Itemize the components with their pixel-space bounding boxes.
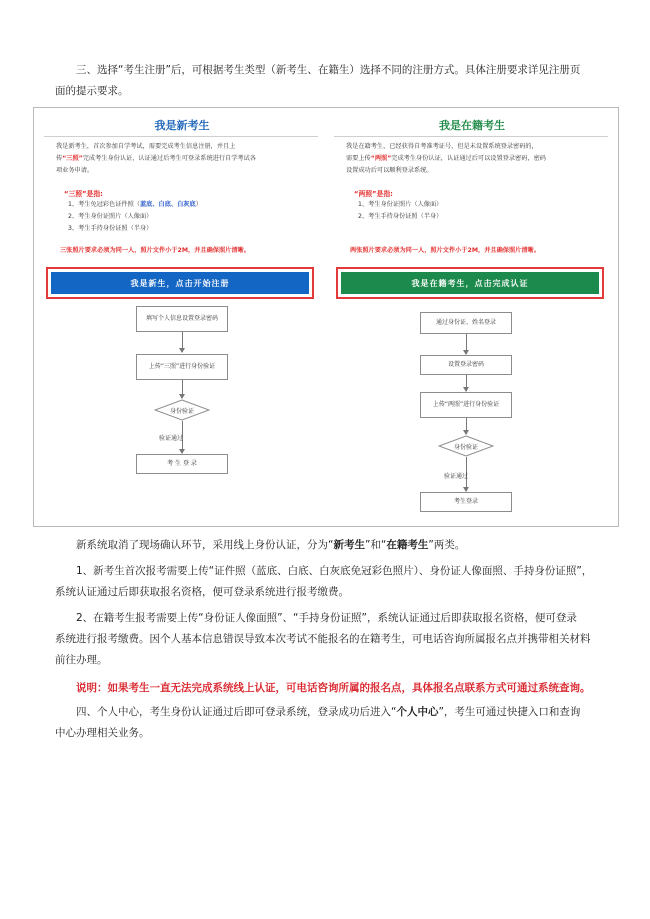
arrow-down-icon	[179, 348, 185, 353]
list-item: 3、考生手持身份证照（半身）	[68, 225, 153, 232]
new-candidate-intro: 我是新考生，首次参加自学考试，需要完成考生信息注册，并且上 传“三照”完成考生身份认证，认证通过后考生可登录系统进行自学考试各 项业务申请。	[56, 143, 256, 174]
flow-decision-verify: 身份验证	[154, 399, 210, 421]
list-item: 1、考生身份证照片（人像面）	[358, 201, 443, 208]
enrolled-candidate-intro: 我是在籍考生，已经获得自考准考证号，但是未设置系统登录密码的， 需要上传“两照”完成考生身份认证，认证通过后可以设置登录密码，密码 设置成功后可以顺利登录系统。	[346, 143, 546, 174]
flow-step-login: 考生登录	[420, 492, 512, 512]
enrolled-candidate-title: 我是在籍考生	[439, 119, 505, 132]
divider	[334, 136, 608, 137]
two-photos-title: “两照”是指:	[354, 190, 393, 198]
three-photos-list	[68, 199, 202, 235]
flow-step-upload-photos: 上传“两照”进行身份验证	[420, 392, 512, 418]
flow-step-login: 考 生 登 录	[136, 454, 228, 474]
flow-pass-label: 验证通过	[444, 473, 469, 480]
note-red: 说明：如果考生一直无法完成系统线上认证，可电话咨询所属的报名点，具体报名点联系方式可通过系统查询。	[76, 682, 591, 694]
list-item: 2、考生身份证照片（人像面）	[68, 213, 153, 220]
enrolled-candidate-panel	[332, 108, 612, 526]
flow-step-id-login: 通过身份证、姓名登录	[420, 312, 512, 334]
enrolled-student-verify-button[interactable]: 我是在籍考生，点击完成认证	[336, 267, 604, 299]
photo-warning: 两张照片要求必须为同一人，照片文件小于2M，并且确保照片清晰。	[350, 247, 540, 254]
intro-line-1: 三、选择“考生注册”后，可根据考生类型（新考生、在籍生）选择不同的注册方式。具体注册要求详见注册页	[76, 64, 581, 76]
intro-line-2: 面的提示要求。	[55, 85, 129, 97]
three-photos-title: “三照”是指:	[64, 190, 103, 198]
two-photos-list	[358, 199, 442, 223]
new-student-register-button[interactable]: 我是新生，点击开始注册	[46, 267, 314, 299]
photo-warning: 三张照片要求必须为同一人，照片文件小于2M，并且确保照片清晰。	[60, 247, 250, 254]
paragraph-enrolled-candidate: 2、在籍考生报考需要上传“身份证人像面照”、“手持身份证照”，系统认证通过后即获取报名资格，便可登录	[76, 612, 577, 624]
flow-decision-verify: 身份验证	[438, 435, 494, 457]
paragraph-categories: 新系统取消了现场确认环节，采用线上身份认证，分为“新考生”和“在籍考生”两类。	[76, 539, 466, 551]
flow-step-upload-photos: 上传“三照”进行身份验证	[136, 354, 228, 380]
flow-step-set-password: 设置登录密码	[420, 355, 512, 375]
divider	[44, 136, 318, 137]
new-candidate-panel	[42, 108, 322, 526]
paragraph-new-candidate: 1、新考生首次报考需要上传“证件照（蓝底、白底、白灰底免冠彩色照片）、身份证人像面照、手持身份证照”，	[76, 565, 593, 577]
list-item: 1、考生免冠彩色证件照（蓝底、白底、白灰底）	[68, 201, 202, 208]
paragraph-personal-center: 四、个人中心，考生身份认证通过后即可登录系统，登录成功后进入“个人中心”，考生可通过快捷入口和查询	[76, 706, 581, 718]
intro-paragraph	[55, 60, 615, 81]
new-candidate-title: 我是新考生	[154, 119, 210, 132]
registration-figure	[33, 107, 619, 527]
flow-step-fill-info: 填写个人信息设置登录密码	[136, 306, 228, 332]
list-item: 2、考生手持身份证照（半身）	[358, 213, 443, 220]
intro-paragraph-cont	[55, 81, 615, 102]
flow-pass-label: 验证通过	[159, 435, 184, 442]
